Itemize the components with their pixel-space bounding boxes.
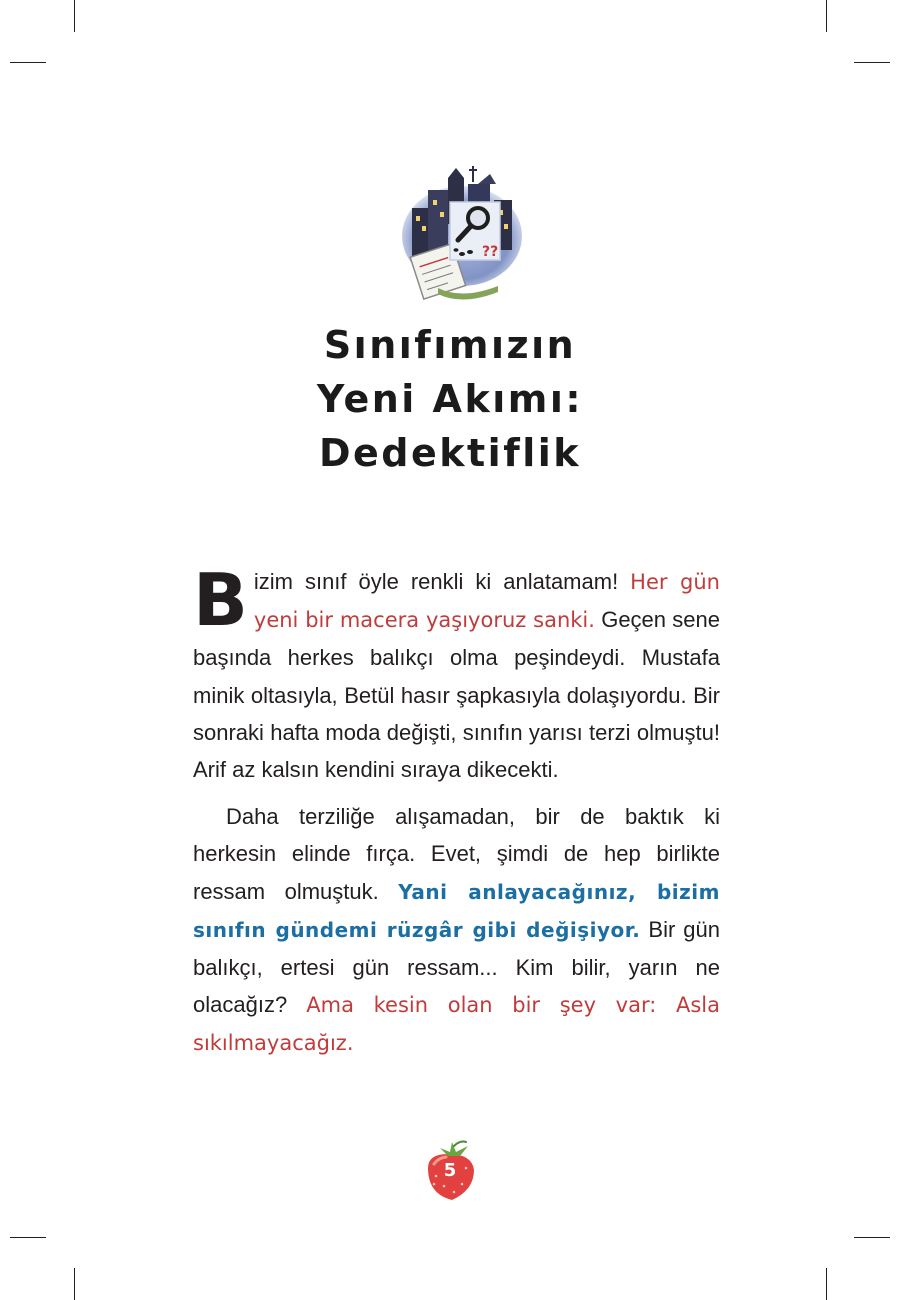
chapter-title-line-1: Sınıfımızın	[323, 323, 577, 367]
svg-text:??: ??	[482, 244, 499, 260]
chapter-title	[0, 318, 900, 480]
detective-city-emblem-icon	[398, 160, 526, 306]
paragraph-1	[193, 558, 721, 788]
crop-mark	[826, 0, 827, 32]
paragraph-text: izim sınıf öyle renkli ki anlatamam!	[253, 569, 631, 594]
red-highlight-text: Her gün yeni bir macera yaşıyoruz sanki.	[253, 570, 720, 633]
paragraph-text: Bir gün balıkçı, ertesi gün ressam... Kim bilir, yarın ne olacağız?	[193, 916, 720, 1018]
page-number-badge	[418, 1138, 482, 1204]
crop-mark	[10, 1237, 46, 1238]
paragraph-text: Geçen sene başında herkes balıkçı olma peşindeydi. Mustafa minik oltasıyla, Betül hasır şapkasıyla dolaşıyordu. Bir sonraki hafta moda değişti, sınıfın yarısı terzi olmuştu! Arif az kalsın kendini sıraya dikecekti.	[193, 607, 721, 783]
crop-mark	[10, 62, 46, 63]
chapter-title-line-2: Yeni Akımı:	[316, 377, 584, 421]
paragraph-2	[193, 798, 720, 1062]
page-number: 5	[443, 1160, 457, 1181]
crop-mark	[854, 62, 890, 63]
drop-cap: B	[193, 558, 248, 642]
crop-mark	[74, 1268, 75, 1300]
blue-highlight-text: Yani anlayacağınız, bizim sınıfın gündemi rüzgâr gibi değişiyor.	[193, 879, 720, 942]
red-highlight-text: Ama kesin olan bir şey var: Asla sıkılmayacağız.	[193, 993, 720, 1056]
crop-mark	[74, 0, 75, 32]
body-text	[193, 558, 721, 1063]
crop-mark	[854, 1237, 890, 1238]
crop-mark	[826, 1268, 827, 1300]
paragraph-text: Daha terziliğe alışamadan, bir de baktık ki herkesin elinde fırça. Evet, şimdi de hep birlikte ressam olmuştuk.	[193, 804, 720, 904]
chapter-title-line-3: Dedektiflik	[318, 431, 582, 475]
